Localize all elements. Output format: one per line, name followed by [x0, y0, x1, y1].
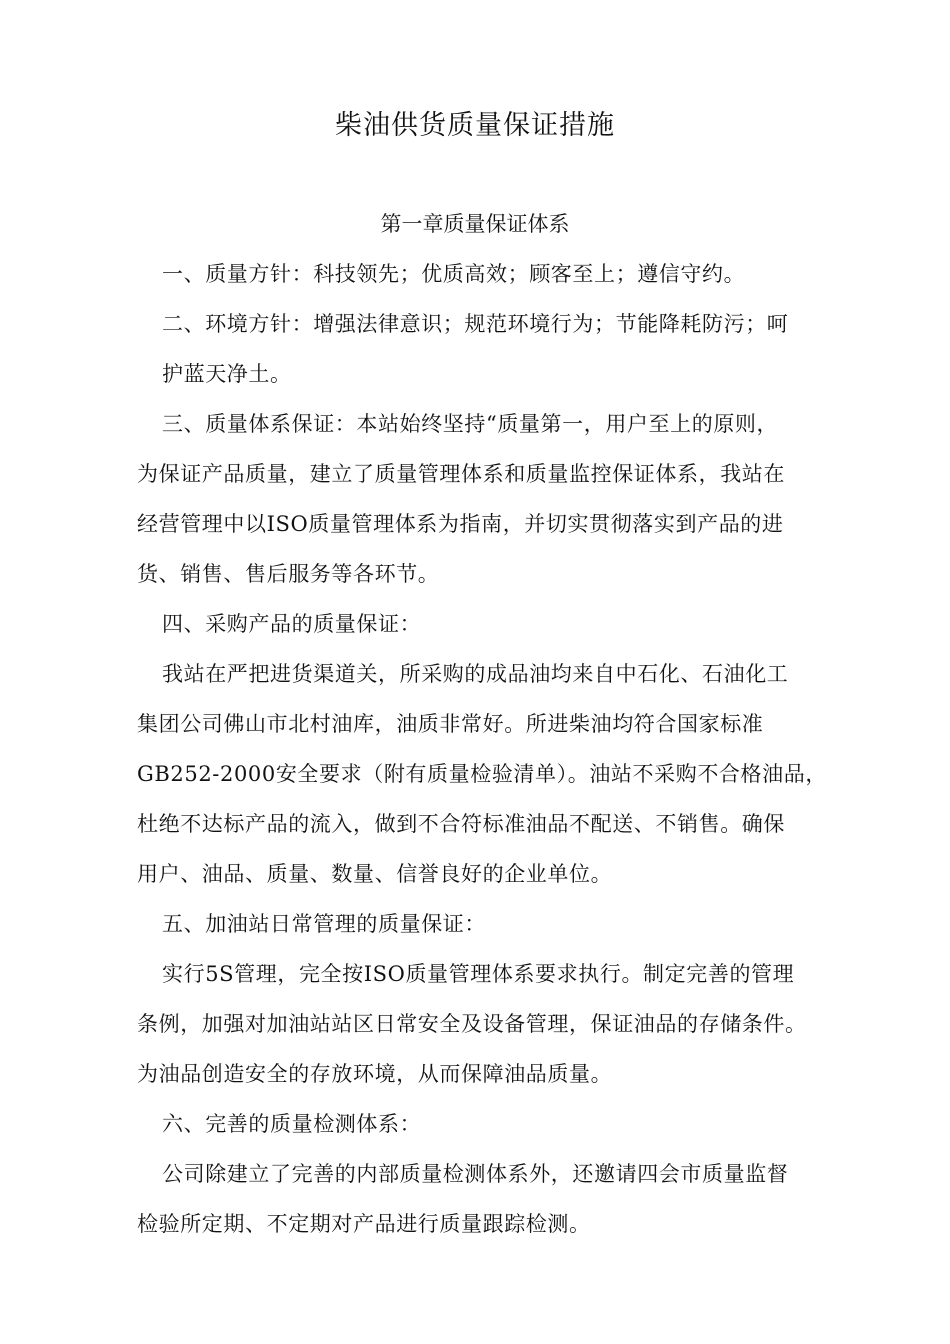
- section5-line-3: 为油品创造安全的存放环境，从而保障油品质量。: [137, 1062, 613, 1086]
- section4-line-4: 杜绝不达标产品的流入，做到不合符标准油品不配送、不销售。确保: [137, 812, 785, 836]
- section6-line-2: 检验所定期、不定期对产品进行质量跟踪检测。: [137, 1212, 591, 1236]
- section6-line-1: 公司除建立了完善的内部质量检测体系外，还邀请四会市质量监督: [162, 1162, 789, 1186]
- section6-heading: 六、完善的质量检测体系：: [162, 1112, 422, 1136]
- policy-environment-line-1: 二、环境方针：增强法律意识；规范环境行为；节能降耗防污；呵: [162, 312, 789, 336]
- section4-heading: 四、采购产品的质量保证：: [162, 612, 422, 636]
- document-title: 柴油供货质量保证措施: [335, 110, 615, 141]
- section3-line-2: 为保证产品质量，建立了质量管理体系和质量监控保证体系，我站在: [137, 462, 785, 486]
- section3-line-1: 三、质量体系保证：本站始终坚持“质量第一，用户至上的原则，: [162, 412, 779, 436]
- section5-line-1: 实行5S管理，完全按ISO质量管理体系要求执行。制定完善的管理: [162, 962, 795, 986]
- policy-quality-line: 一、质量方针：科技领先；优质高效；顾客至上；遵信守约。: [162, 262, 746, 286]
- section4-line-2: 集团公司佛山市北村油库，油质非常好。所进柴油均符合国家标准: [137, 712, 764, 736]
- section4-line-1: 我站在严把进货渠道关，所采购的成品油均来自中石化、石油化工: [162, 662, 789, 686]
- section5-heading: 五、加油站日常管理的质量保证：: [162, 912, 486, 936]
- section4-line-3: GB252-2000安全要求（附有质量检验清单）。油站不采购不合格油品，: [137, 762, 827, 786]
- chapter-heading: 第一章质量保证体系: [380, 212, 570, 236]
- section3-line-4: 货、销售、售后服务等各环节。: [137, 562, 440, 586]
- policy-environment-line-2: 护蓝天净土。: [162, 362, 292, 386]
- section5-line-2: 条例，加强对加油站站区日常安全及设备管理，保证油品的存储条件。: [137, 1012, 807, 1036]
- section4-line-5: 用户、油品、质量、数量、信誉良好的企业单位。: [137, 862, 613, 886]
- section3-line-3: 经营管理中以ISO质量管理体系为指南，并切实贯彻落实到产品的进: [137, 512, 784, 536]
